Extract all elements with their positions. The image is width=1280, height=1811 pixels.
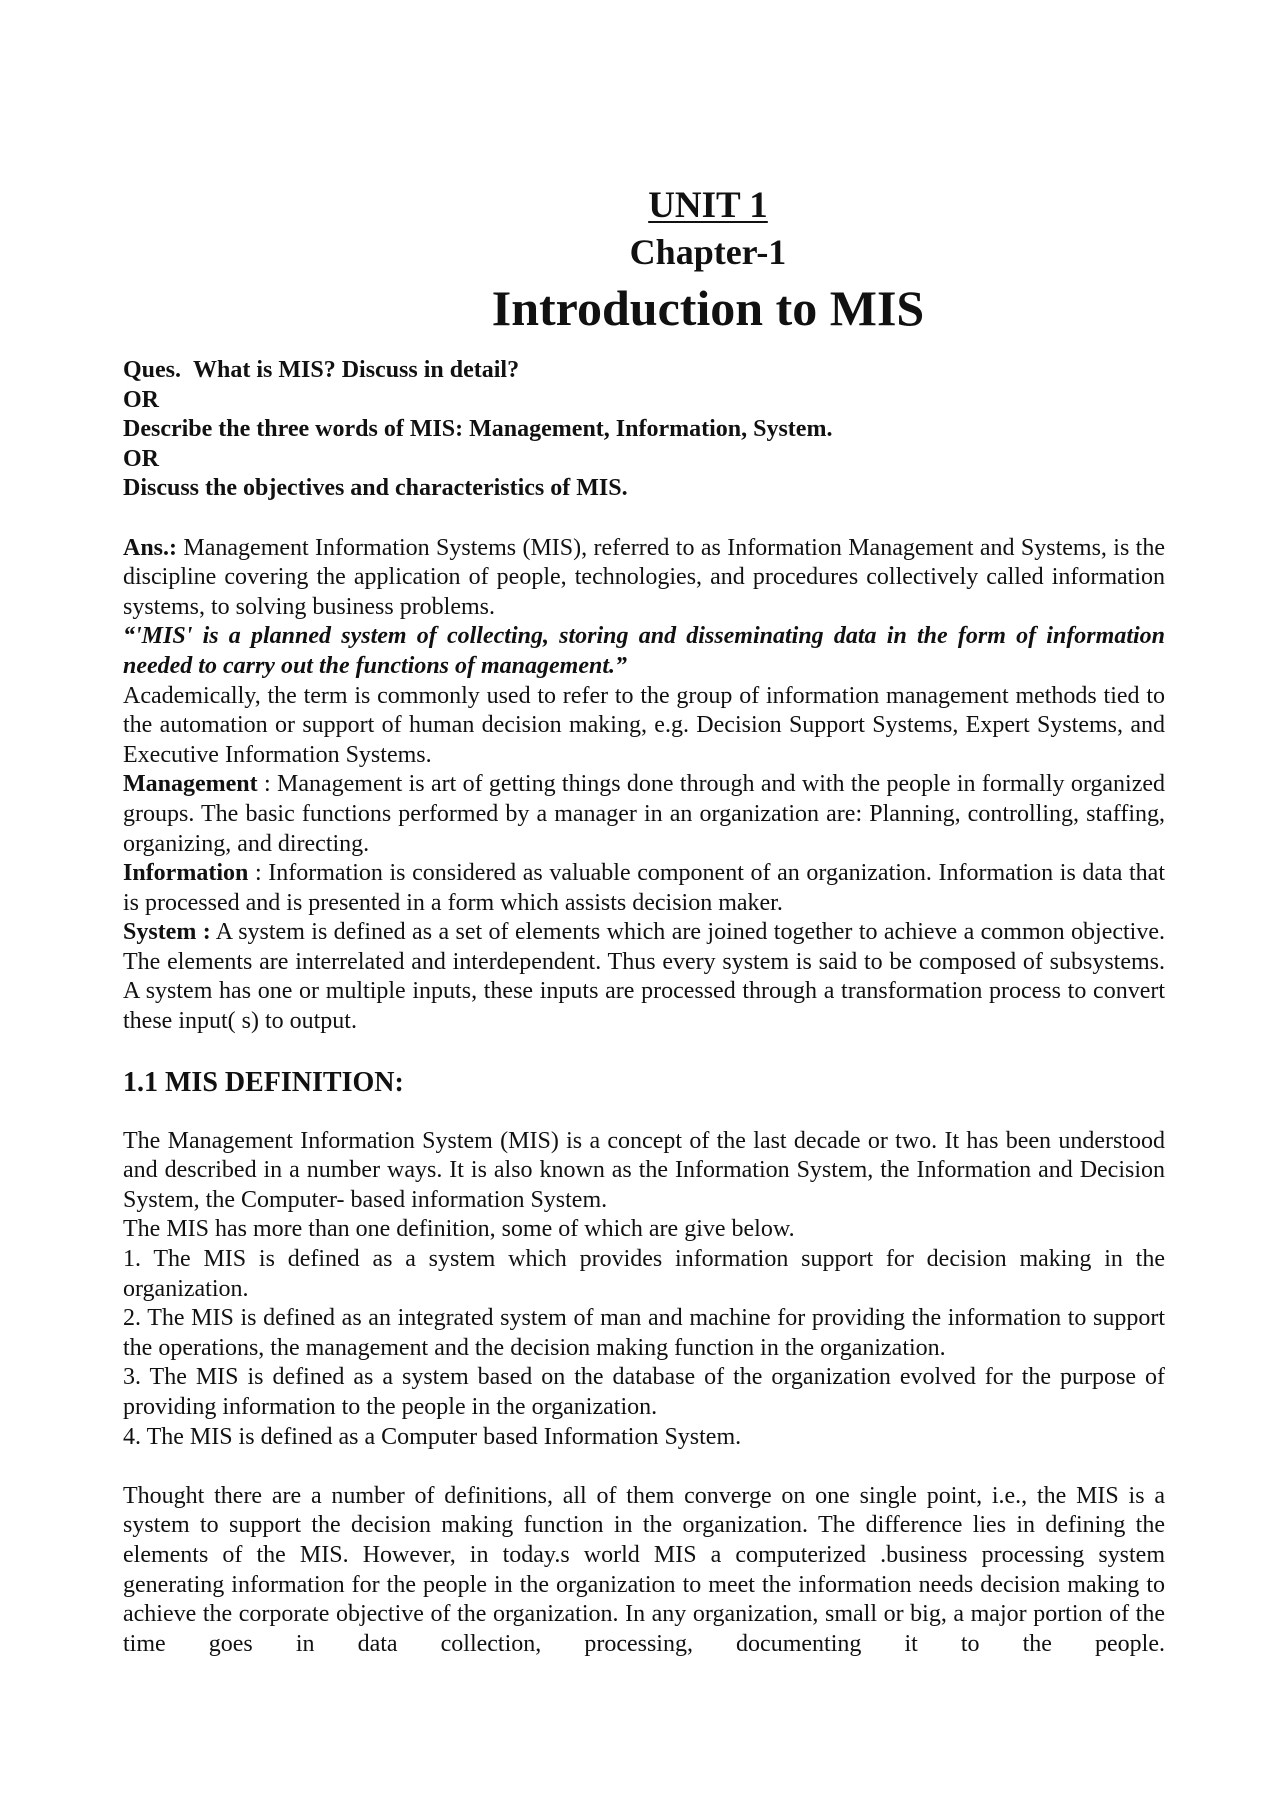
- definition-item-3: 3. The MIS is defined as a system based on the database of the organization evolved for the purpose of providing information to the people in the organization.: [123, 1364, 1165, 1420]
- system-paragraph: [123, 918, 1165, 1036]
- question-block: [123, 356, 1165, 504]
- question-1-text: What is MIS? Discuss in detail?: [193, 357, 520, 383]
- title-block: [251, 183, 1165, 339]
- question-2: Describe the three words of MIS: Management, Information, System.: [123, 416, 833, 443]
- definition-item-4: 4. The MIS is defined as a Computer based Information System.: [123, 1423, 742, 1450]
- mis-quote: “'MIS' is a planned system of collecting, storing and disseminating data in the form of information needed to carry out the functions of management.”: [123, 623, 1165, 679]
- definition-item-2: 2. The MIS is defined as an integrated system of man and machine for providing the information to support the operations, the management and the decision making function in the organization.: [123, 1305, 1165, 1361]
- information-text: : Information is considered as valuable component of an organization. Information is data that is processed and is presented in a form which assists decision maker.: [123, 860, 1165, 916]
- system-label: System :: [123, 919, 211, 946]
- summary-paragraph: Thought there are a number of definitions, all of them converge on one single point, i.e., the MIS is a system to support the decision making function in the organization. The difference lies in defining the elements of the MIS. However, in today.s world MIS a computerized .business processing system generating information for the people in the organization to meet the information needs decision making to achieve the corporate objective of the organization. In any organization, small or big, a major portion of the time goes in data collection, processing, documenting it to the people.: [123, 1482, 1165, 1657]
- system-text: A system is defined as a set of elements which are joined together to achieve a common objective. The elements are interrelated and interdependent. Thus every system is said to be composed of subsystems. A system has one or multiple inputs, these inputs are processed through a transformation process to convert these input( s) to output.: [123, 919, 1165, 1035]
- management-paragraph: [123, 770, 1165, 859]
- answer-intro-text: Management Information Systems (MIS), referred to as Information Management and Systems, is the discipline covering the application of people, technologies, and procedures collectively called information systems, to solving business problems.: [123, 534, 1165, 620]
- page-title: Introduction to MIS: [491, 280, 925, 336]
- information-paragraph: [123, 859, 1165, 918]
- management-label: Management: [123, 771, 258, 798]
- or-separator-1: OR: [123, 386, 159, 413]
- information-label: Information: [123, 860, 249, 887]
- definition-item-1: 1. The MIS is defined as a system which provides information support for decision making in the organization.: [123, 1246, 1165, 1302]
- spacer: [123, 504, 1165, 534]
- question-3: Discuss the objectives and characteristics of MIS.: [123, 475, 628, 502]
- page-content: [123, 183, 1165, 1659]
- answer-intro: [123, 534, 1165, 623]
- management-text: : Management is art of getting things done through and with the people in formally organized groups. The basic functions performed by a manager in an organization are: Planning, controlling, staffing, organizing, and directing.: [123, 771, 1165, 857]
- definition-lead-in: The MIS has more than one definition, some of which are give below.: [123, 1216, 795, 1243]
- or-separator-2: OR: [123, 445, 159, 472]
- answer-label: Ans.:: [123, 534, 178, 561]
- academic-paragraph: Academically, the term is commonly used to refer to the group of information management methods tied to the automation or support of human decision making, e.g. Decision Support Systems, Expert Systems, and Executive Information Systems.: [123, 682, 1165, 768]
- spacer: [123, 1452, 1165, 1482]
- chapter-heading: Chapter-1: [629, 232, 787, 272]
- question-label: Ques.: [123, 357, 182, 383]
- question-1: [123, 356, 1165, 386]
- section-heading: 1.1 MIS DEFINITION:: [123, 1066, 404, 1098]
- unit-heading: UNIT 1: [648, 185, 768, 226]
- definition-intro-paragraph: The Management Information System (MIS) is a concept of the last decade or two. It has been understood and described in a number ways. It is also known as the Information System, the Information and Decision System, the Computer- based information System.: [123, 1127, 1165, 1213]
